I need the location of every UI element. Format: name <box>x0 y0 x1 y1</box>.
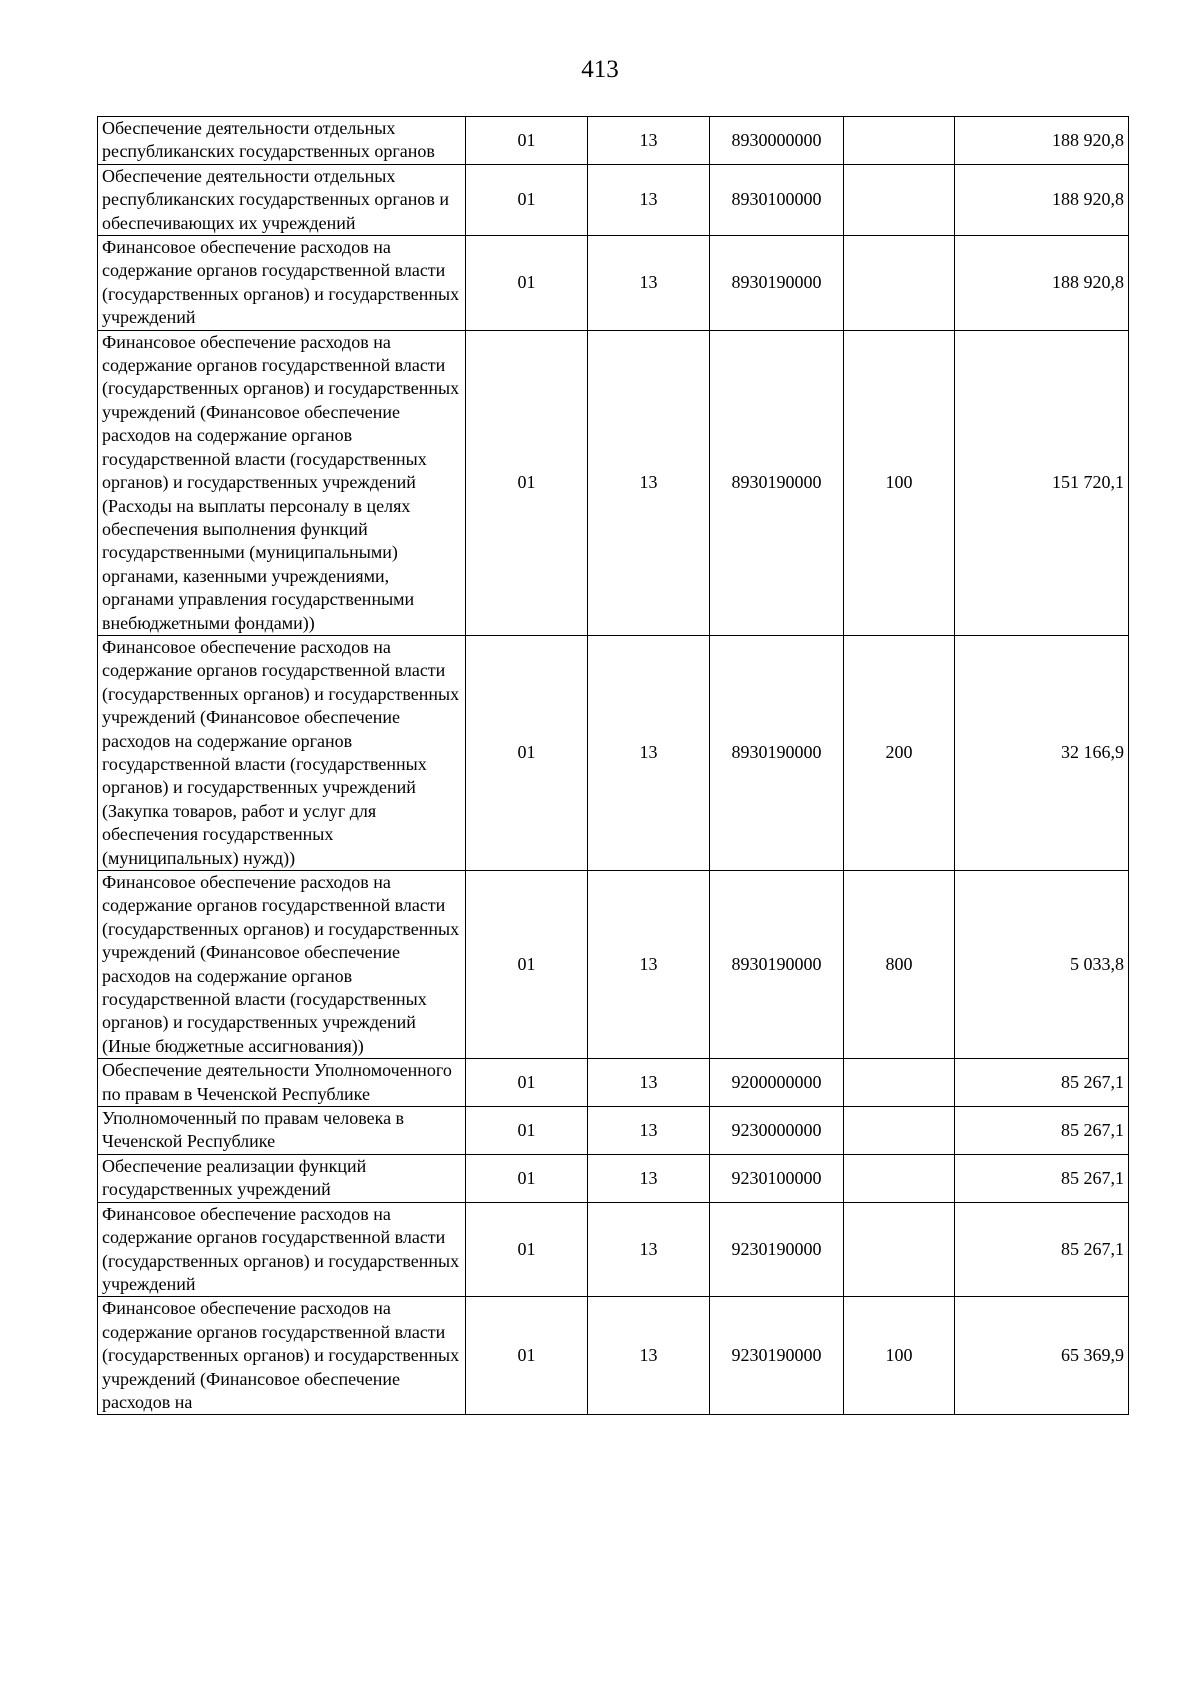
row-amount: 151 720,1 <box>955 330 1129 635</box>
row-description: Финансовое обеспечение расходов на содержание органов государственной власти (государственных органов) и государственных учреждений <box>98 236 466 331</box>
row-amount: 85 267,1 <box>955 1107 1129 1155</box>
row-expense-type-code <box>844 1202 955 1297</box>
row-section-code: 01 <box>466 236 588 331</box>
row-description: Финансовое обеспечение расходов на содержание органов государственной власти (государственных органов) и государственных учреждений (Финансовое обеспечение расходов на содержание органов государственной власти (государственных органов) и государственных учреждений (Иные бюджетные ассигнования)) <box>98 871 466 1059</box>
row-subsection-code: 13 <box>588 117 710 165</box>
row-amount: 188 920,8 <box>955 117 1129 165</box>
row-target-article-code: 9230190000 <box>710 1297 844 1415</box>
row-description: Финансовое обеспечение расходов на содержание органов государственной власти (государственных органов) и государственных учреждений (Финансовое обеспечение расходов на содержание органов государственной власти (государственных органов) и государственных учреждений (Расходы на выплаты персоналу в целях обеспечения выполнения функций государственными (муниципальными) органами, казенными учреждениями, органами управления государственными внебюджетными фондами)) <box>98 330 466 635</box>
table-row <box>98 1202 1129 1297</box>
row-target-article-code: 9230000000 <box>710 1107 844 1155</box>
row-subsection-code: 13 <box>588 1297 710 1415</box>
row-description: Финансовое обеспечение расходов на содержание органов государственной власти (государственных органов) и государственных учреждений (Финансовое обеспечение расходов на содержание органов государственной власти (государственных органов) и государственных учреждений (Закупка товаров, работ и услуг для обеспечения государственных (муниципальных) нужд)) <box>98 635 466 870</box>
row-section-code: 01 <box>466 1297 588 1415</box>
table-row <box>98 117 1129 165</box>
row-amount: 85 267,1 <box>955 1059 1129 1107</box>
row-section-code: 01 <box>466 1154 588 1202</box>
budget-table-body <box>98 117 1129 1415</box>
row-description: Обеспечение реализации функций государственных учреждений <box>98 1154 466 1202</box>
row-amount: 65 369,9 <box>955 1297 1129 1415</box>
row-target-article-code: 8930000000 <box>710 117 844 165</box>
page-number: 413 <box>581 56 619 83</box>
row-subsection-code: 13 <box>588 330 710 635</box>
row-subsection-code: 13 <box>588 1059 710 1107</box>
row-amount: 85 267,1 <box>955 1154 1129 1202</box>
table-row <box>98 635 1129 870</box>
row-target-article-code: 8930190000 <box>710 236 844 331</box>
row-subsection-code: 13 <box>588 1202 710 1297</box>
row-description: Обеспечение деятельности отдельных республиканских государственных органов и обеспечивающих их учреждений <box>98 164 466 235</box>
row-target-article-code: 8930100000 <box>710 164 844 235</box>
row-description: Финансовое обеспечение расходов на содержание органов государственной власти (государственных органов) и государственных учреждений <box>98 1202 466 1297</box>
row-amount: 85 267,1 <box>955 1202 1129 1297</box>
row-amount: 188 920,8 <box>955 236 1129 331</box>
row-description: Обеспечение деятельности отдельных республиканских государственных органов <box>98 117 466 165</box>
row-subsection-code: 13 <box>588 236 710 331</box>
table-row <box>98 1154 1129 1202</box>
row-section-code: 01 <box>466 871 588 1059</box>
row-expense-type-code <box>844 1059 955 1107</box>
row-section-code: 01 <box>466 1107 588 1155</box>
row-amount: 5 033,8 <box>955 871 1129 1059</box>
row-section-code: 01 <box>466 635 588 870</box>
row-section-code: 01 <box>466 1202 588 1297</box>
row-target-article-code: 9200000000 <box>710 1059 844 1107</box>
row-expense-type-code <box>844 1107 955 1155</box>
row-description: Обеспечение деятельности Уполномоченного по правам в Чеченской Республике <box>98 1059 466 1107</box>
row-section-code: 01 <box>466 330 588 635</box>
row-amount: 188 920,8 <box>955 164 1129 235</box>
row-subsection-code: 13 <box>588 1154 710 1202</box>
budget-table <box>97 116 1129 1415</box>
table-row <box>98 164 1129 235</box>
table-row <box>98 871 1129 1059</box>
row-expense-type-code <box>844 117 955 165</box>
table-row <box>98 1059 1129 1107</box>
row-subsection-code: 13 <box>588 871 710 1059</box>
row-section-code: 01 <box>466 1059 588 1107</box>
row-target-article-code: 8930190000 <box>710 635 844 870</box>
row-section-code: 01 <box>466 117 588 165</box>
row-expense-type-code: 800 <box>844 871 955 1059</box>
row-target-article-code: 9230190000 <box>710 1202 844 1297</box>
row-subsection-code: 13 <box>588 635 710 870</box>
row-subsection-code: 13 <box>588 164 710 235</box>
table-row <box>98 330 1129 635</box>
table-row <box>98 1297 1129 1415</box>
row-target-article-code: 9230100000 <box>710 1154 844 1202</box>
row-amount: 32 166,9 <box>955 635 1129 870</box>
row-expense-type-code: 100 <box>844 1297 955 1415</box>
row-target-article-code: 8930190000 <box>710 871 844 1059</box>
row-description: Уполномоченный по правам человека в Чеченской Республике <box>98 1107 466 1155</box>
row-subsection-code: 13 <box>588 1107 710 1155</box>
row-expense-type-code <box>844 236 955 331</box>
row-description: Финансовое обеспечение расходов на содержание органов государственной власти (государственных органов) и государственных учреждений (Финансовое обеспечение расходов на <box>98 1297 466 1415</box>
row-target-article-code: 8930190000 <box>710 330 844 635</box>
row-expense-type-code: 200 <box>844 635 955 870</box>
row-expense-type-code <box>844 1154 955 1202</box>
row-expense-type-code <box>844 164 955 235</box>
row-expense-type-code: 100 <box>844 330 955 635</box>
table-row <box>98 1107 1129 1155</box>
table-row <box>98 236 1129 331</box>
row-section-code: 01 <box>466 164 588 235</box>
